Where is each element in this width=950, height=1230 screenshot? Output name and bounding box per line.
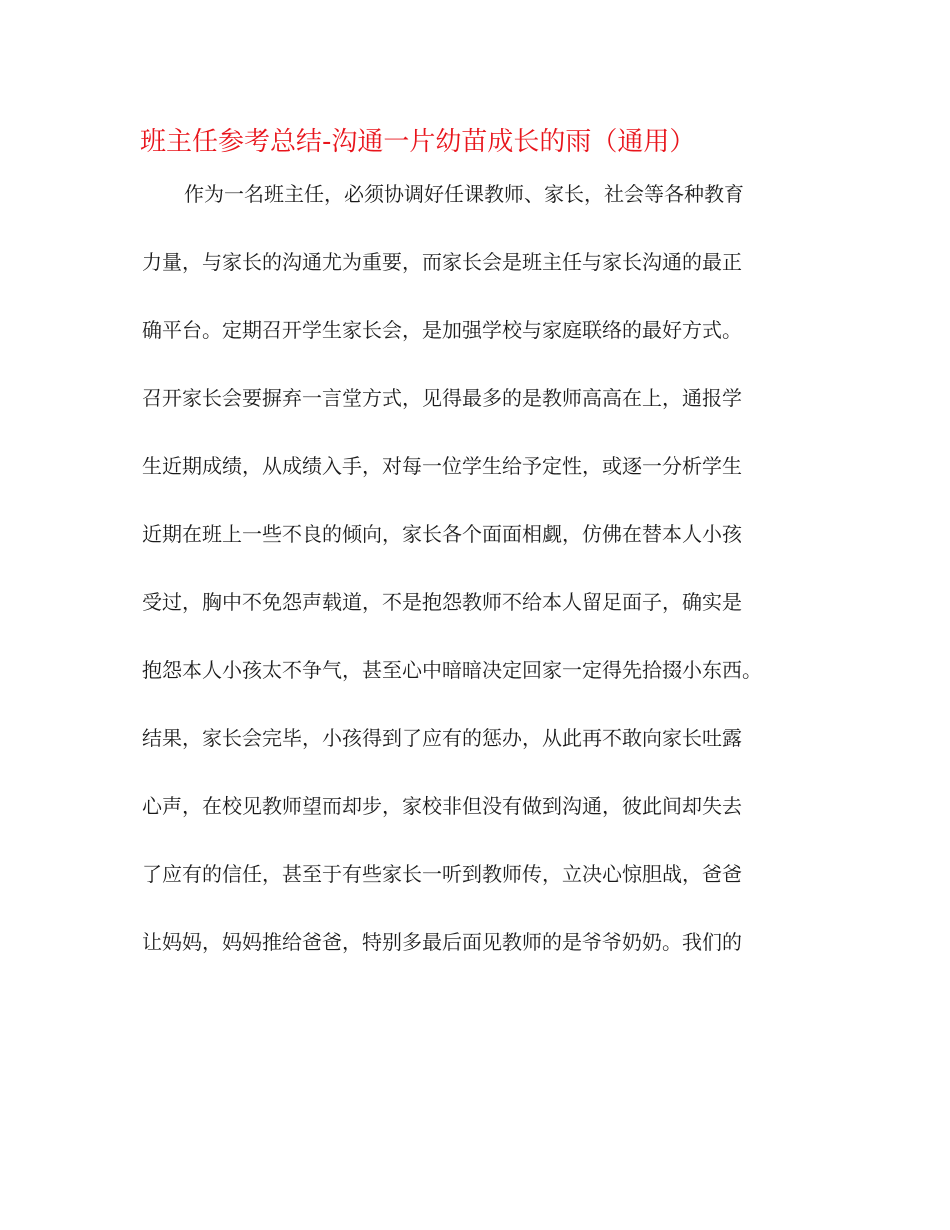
text-line: 让妈妈，妈妈推给爸爸，特别多最后面见教师的是爷爷奶奶。我们的 (142, 930, 742, 954)
text-line: 作为一名班主任，必须协调好任课教师、家长，社会等各种教育 (184, 182, 744, 206)
text-line: 力量，与家长的沟通尤为重要，而家长会是班主任与家长沟通的最正 (142, 250, 742, 274)
text-line: 受过，胸中不免怨声载道，不是抱怨教师不给本人留足面子，确实是 (142, 590, 742, 614)
document-body (142, 174, 822, 990)
text-line: 结果，家长会完毕，小孩得到了应有的惩办，从此再不敢向家长吐露 (142, 726, 742, 750)
text-line: 召开家长会要摒弃一言堂方式，见得最多的是教师高高在上，通报学 (142, 386, 742, 410)
text-line: 确平台。定期召开学生家长会，是加强学校与家庭联络的最好方式。 (142, 318, 742, 342)
text-line: 近期在班上一些不良的倾向，家长各个面面相觑，仿佛在替本人小孩 (142, 522, 742, 546)
text-line: 抱怨本人小孩太不争气，甚至心中暗暗决定回家一定得先拾掇小东西。 (142, 658, 762, 682)
text-line: 生近期成绩，从成绩入手，对每一位学生给予定性，或逐一分析学生 (142, 454, 742, 478)
text-line: 了应有的信任，甚至于有些家长一听到教师传，立决心惊胆战，爸爸 (142, 862, 742, 886)
document-title: 班主任参考总结-沟通一片幼苗成长的雨（通用） (140, 127, 696, 157)
text-line: 心声，在校见教师望而却步，家校非但没有做到沟通，彼此间却失去 (142, 794, 742, 818)
